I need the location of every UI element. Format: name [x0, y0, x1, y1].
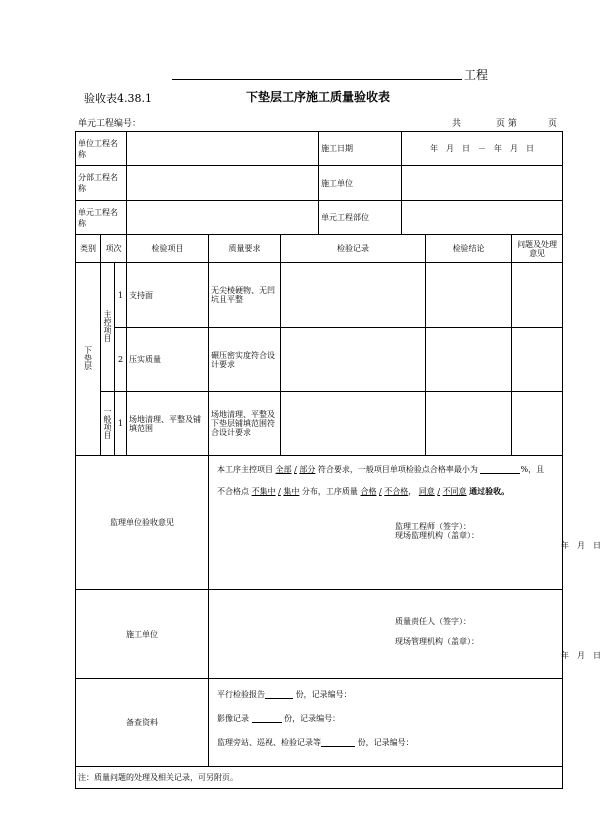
option-separator: /: [278, 487, 281, 496]
unit-element-name-field[interactable]: [127, 201, 319, 235]
branch-project-name-label: 分部工程名称: [76, 166, 127, 201]
option-all[interactable]: 全部: [275, 465, 292, 474]
unit-element-name-label: 单元工程名称: [76, 201, 127, 235]
reference-text: 份，记录编号：: [284, 714, 341, 723]
reference-text: 平行检验报告: [217, 690, 266, 699]
page-total-label: 共: [452, 119, 462, 129]
main-group-cell: [101, 263, 115, 392]
category-cell: [76, 263, 101, 456]
supervision-label: 监理单位验收意见: [76, 456, 209, 590]
inspection-conclusion-field[interactable]: [426, 328, 512, 392]
reference-text: 监理旁站、巡视、检验记录等: [217, 738, 322, 747]
supervision-engineer-signature[interactable]: 监理工程师（签字）：: [395, 522, 472, 531]
project-suffix: 工程: [464, 68, 489, 82]
option-disagree[interactable]: 不同意: [442, 487, 467, 496]
reference-line-3: [217, 737, 562, 748]
unit-project-name-label: 单位工程名称: [76, 132, 127, 166]
main-group-label: 主控项目: [103, 310, 112, 342]
reference-line-1: [217, 689, 562, 700]
supervision-line-2: [217, 486, 562, 497]
unit-element-part-field[interactable]: [402, 201, 563, 235]
general-group-cell: [101, 392, 115, 456]
inspection-conclusion-field[interactable]: [426, 263, 512, 328]
supervision-agency-seal[interactable]: 现场监理机构（盖章）：: [395, 531, 480, 540]
quality-responsible-signature[interactable]: 质量责任人（签字）：: [395, 617, 472, 626]
footnote: 注：质量问题的处理及相关记录，可另附页。: [76, 767, 563, 789]
col-inspection-record: 检验记录: [281, 235, 426, 263]
supervision-opinion-cell: [209, 456, 601, 590]
construction-unit-field[interactable]: [402, 166, 563, 201]
issues-field[interactable]: [512, 263, 563, 328]
item-no: 1: [115, 263, 127, 328]
quality-requirement: 场地清理、平整及下垫层铺填范围符合设计要求: [209, 392, 281, 456]
quality-requirement: 无尖棱硬物、无凹坑且平整: [209, 263, 281, 328]
issues-field[interactable]: [512, 328, 563, 392]
col-issues: 问题及处理意见: [512, 235, 563, 263]
option-agree[interactable]: 同意: [418, 487, 435, 496]
construction-date-field[interactable]: 年 月 日 － 年 月 日: [402, 132, 563, 166]
page-title: 下垫层工序施工质量验收表: [246, 90, 391, 104]
project-name-line: [172, 79, 462, 80]
unit-project-no-label: 单元工程编号：: [78, 119, 142, 129]
supervision-text: ，: [408, 487, 417, 496]
reference-cell: [209, 679, 563, 767]
min-pass-rate-blank[interactable]: [480, 464, 520, 474]
acceptance-form-table: [75, 131, 601, 789]
col-inspection-item: 检验项目: [127, 235, 209, 263]
construction-unit-label: 施工单位: [319, 166, 402, 201]
branch-project-name-field[interactable]: [127, 166, 319, 201]
supervision-record-count-blank[interactable]: [321, 737, 355, 747]
page-end-label: 页: [548, 119, 558, 129]
supervision-date[interactable]: 年 月 日: [561, 541, 601, 550]
construction-date-label: 施工日期: [319, 132, 402, 166]
option-separator: /: [379, 487, 382, 496]
image-record-count-blank[interactable]: [252, 713, 282, 723]
construction-agency-seal[interactable]: 现场管理机构（盖章）：: [395, 637, 480, 646]
supervision-text: 不合格点: [217, 487, 250, 496]
supervision-text: 符合要求，一般项目单项检验点合格率最小为: [317, 465, 478, 474]
col-item-no: 项次: [101, 235, 127, 263]
supervision-text: 分布，工序质量: [301, 487, 358, 496]
option-fail[interactable]: 不合格: [384, 487, 409, 496]
page-indicator: [452, 116, 562, 128]
form-code: 验收表4.38.1: [84, 92, 152, 105]
option-part[interactable]: 部分: [299, 465, 316, 474]
reference-text: 份，记录编号：: [357, 738, 414, 747]
issues-field[interactable]: [512, 392, 563, 456]
construction-date[interactable]: 年 月 日: [561, 651, 601, 660]
col-quality-requirement: 质量要求: [209, 235, 281, 263]
general-group-label: 一般项目: [103, 406, 112, 439]
page-mid-label: 页 第: [496, 119, 517, 129]
reference-line-2: [217, 713, 562, 724]
option-pass[interactable]: 合格: [360, 487, 377, 496]
category-label: 下垫层: [83, 346, 93, 370]
col-category: 类别: [76, 235, 101, 263]
item-no: 2: [115, 328, 127, 392]
unit-project-name-field[interactable]: [127, 132, 319, 166]
inspection-item-name: 支持面: [127, 263, 209, 328]
supervision-line-1: [217, 464, 562, 475]
supervision-text: 本工序主控项目: [217, 465, 274, 474]
supervision-text: %，且: [520, 465, 545, 474]
inspection-item-name: 压实质量: [127, 328, 209, 392]
parallel-report-count-blank[interactable]: [265, 689, 293, 699]
option-concentrated[interactable]: 集中: [283, 487, 300, 496]
reference-label: 备查资料: [76, 679, 209, 767]
inspection-conclusion-field[interactable]: [426, 392, 512, 456]
col-inspection-conclusion: 检验结论: [426, 235, 512, 263]
option-separator: /: [294, 465, 297, 474]
construction-unit-section-label: 施工单位: [76, 590, 209, 679]
option-separator: /: [437, 487, 441, 496]
inspection-record-field[interactable]: [281, 263, 426, 328]
quality-requirement: 碾压密实度符合设计要求: [209, 328, 281, 392]
inspection-item-name: 场地清理、平整及铺填范围: [127, 392, 209, 456]
item-no: 1: [115, 392, 127, 456]
inspection-record-field[interactable]: [281, 328, 426, 392]
supervision-text: 通过验收。: [469, 486, 510, 496]
unit-element-part-label: 单元工程部位: [319, 201, 402, 235]
construction-unit-cell: [209, 590, 601, 679]
reference-text: 影像记录: [217, 714, 250, 723]
inspection-record-field[interactable]: [281, 392, 426, 456]
option-not-concentrated[interactable]: 不集中: [251, 487, 276, 496]
reference-text: 份，记录编号：: [295, 690, 352, 699]
